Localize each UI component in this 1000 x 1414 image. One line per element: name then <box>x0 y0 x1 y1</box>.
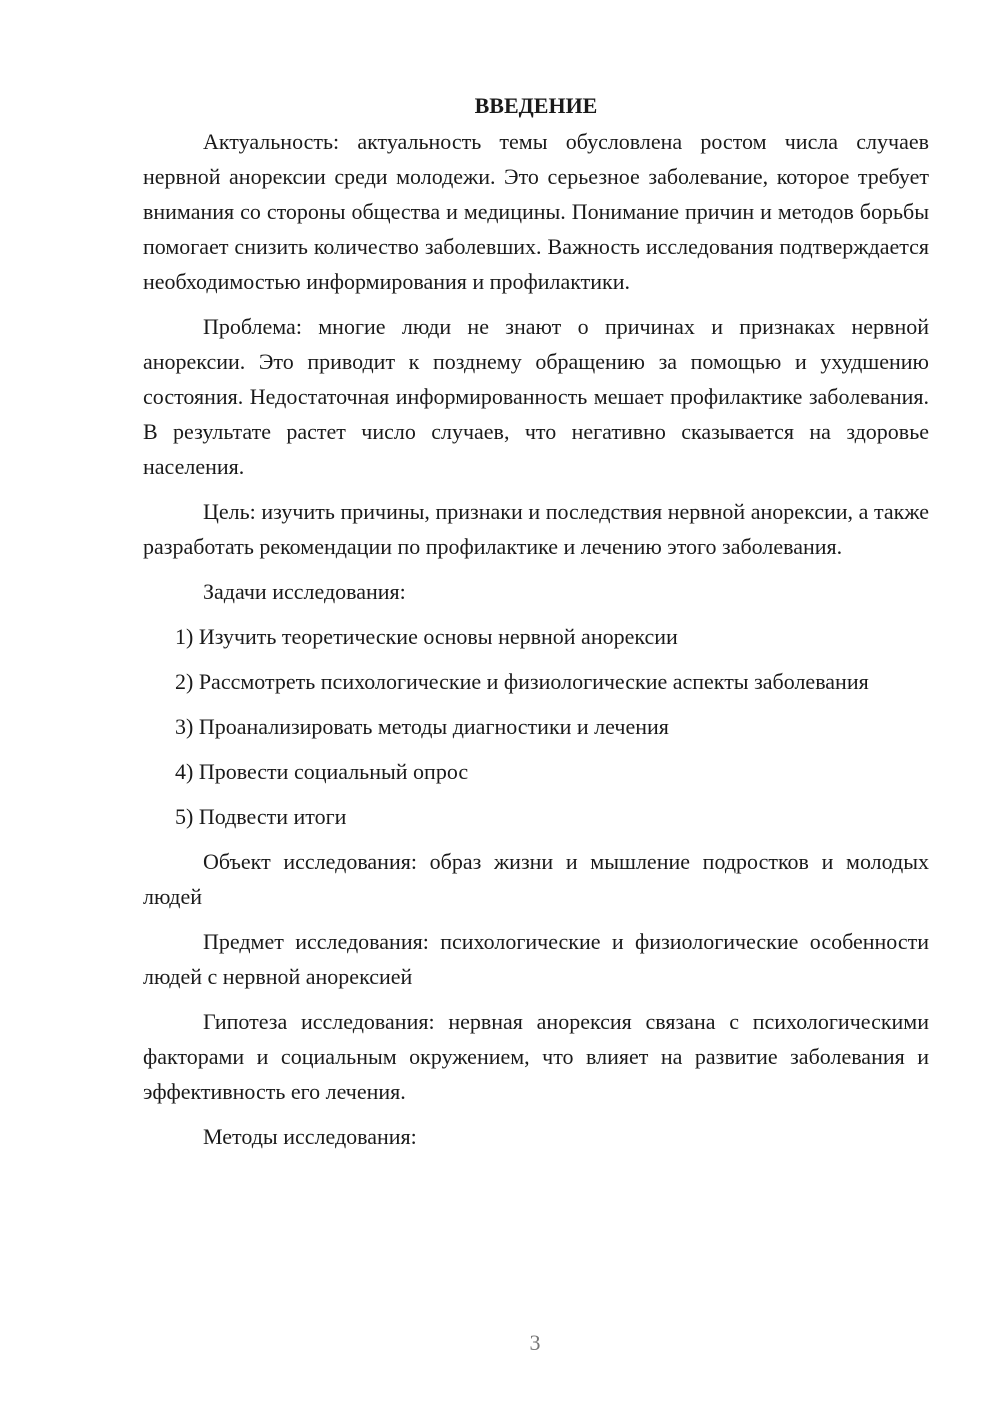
task-item-2: 2) Рассмотреть психологические и физиологические аспекты заболевания <box>175 669 869 694</box>
hypothesis-paragraph: Гипотеза исследования: нервная анорексия связана с психологическими факторами и социальным окружением, что влияет на развитие заболевания и эффективность его лечения. <box>143 1009 929 1104</box>
task-item-4: 4) Провести социальный опрос <box>175 759 469 784</box>
methods-heading: Методы исследования: <box>203 1124 417 1149</box>
page-number: 3 <box>529 1330 541 1355</box>
task-item-5: 5) Подвести итоги <box>175 804 347 829</box>
relevance-paragraph: Актуальность: актуальность темы обусловлена ростом числа случаев нервной анорексии среди молодежи. Это серьезное заболевание, которое требует внимания со стороны общества и медицины. Понимание причин и методов борьбы помогает снизить количество заболевших. Важность исследования подтверждается необходимостью информирования и профилактики. <box>143 129 929 294</box>
subject-paragraph: Предмет исследования: психологические и физиологические особенности людей с нервной анорексией <box>143 929 929 989</box>
tasks-heading: Задачи исследования: <box>203 579 406 604</box>
task-item-3: 3) Проанализировать методы диагностики и лечения <box>175 714 669 739</box>
page-content <box>143 88 929 1164</box>
task-item-1: 1) Изучить теоретические основы нервной анорексии <box>175 624 678 649</box>
goal-paragraph: Цель: изучить причины, признаки и последствия нервной анорексии, а также разработать рекомендации по профилактике и лечению этого заболевания. <box>143 499 929 559</box>
object-paragraph: Объект исследования: образ жизни и мышление подростков и молодых людей <box>143 849 929 909</box>
section-title: ВВЕДЕНИЕ <box>474 93 598 118</box>
problem-paragraph: Проблема: многие люди не знают о причинах и признаках нервной анорексии. Это приводит к позднему обращению за помощью и ухудшению состояния. Недостаточная информированность мешает профилактике заболевания. В результате растет число случаев, что негативно сказывается на здоровье населения. <box>143 314 929 479</box>
